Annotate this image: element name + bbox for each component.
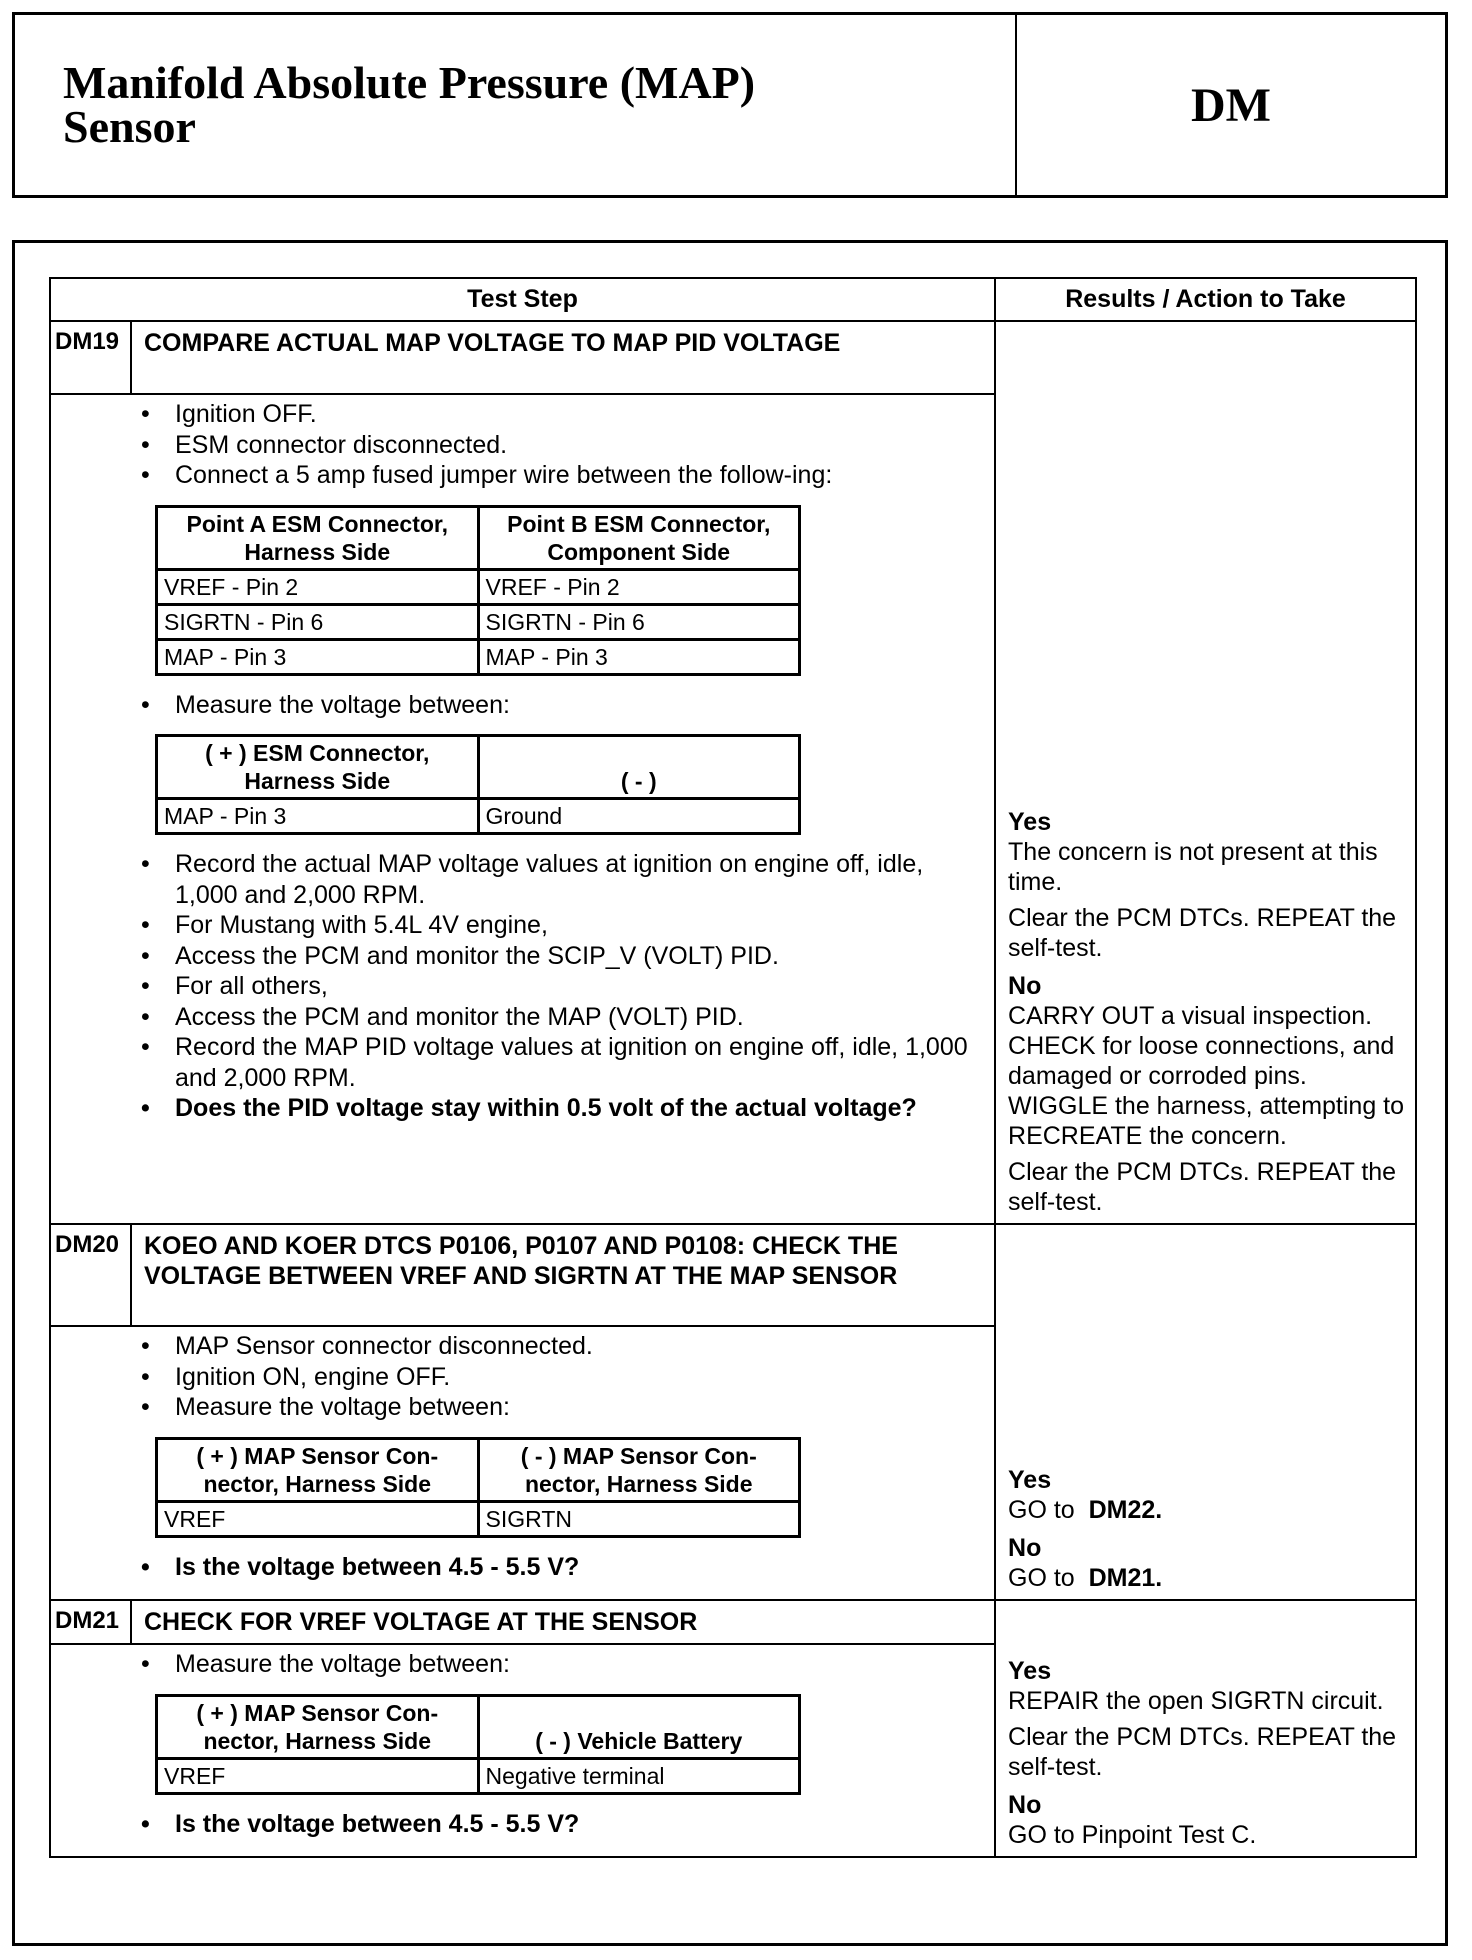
pinpoint-test-table: [49, 277, 1417, 1858]
step-title: COMPARE ACTUAL MAP VOLTAGE TO MAP PID VOLTAGE: [131, 321, 995, 394]
result-text: Clear the PCM DTCs. REPEAT the self-test.: [1008, 904, 1397, 962]
cell: ( + ) MAP Sensor Con-nector, Harness Side: [157, 1438, 479, 1501]
bullet: • Measure the voltage between:: [131, 690, 984, 721]
page-title: [15, 15, 1017, 195]
cell: Point A ESM Connector, Harness Side: [157, 506, 479, 569]
result-text: Clear the PCM DTCs. REPEAT the self-test.: [1008, 1723, 1397, 1781]
cell: Negative terminal: [478, 1758, 800, 1793]
bullet: • ESM connector disconnected.: [131, 430, 984, 461]
result-text: GO to Pinpoint Test C.: [1008, 1821, 1257, 1849]
cell: Ground: [478, 799, 800, 834]
step-body: [131, 1644, 995, 1857]
cell: MAP - Pin 3: [478, 639, 800, 674]
yes-label: Yes: [1008, 1466, 1052, 1494]
step-results: [995, 321, 1416, 1224]
bullet: • Record the actual MAP voltage values at ignition on engine off, idle, 1,000 and 2,000 RPM.: [131, 849, 984, 910]
cell: VREF - Pin 2: [478, 569, 800, 604]
step-title: CHECK FOR VREF VOLTAGE AT THE SENSOR: [131, 1600, 995, 1644]
bullet-question: • Does the PID voltage stay within 0.5 volt of the actual voltage?: [131, 1093, 984, 1124]
result-text: CARRY OUT a visual inspection. CHECK for loose connections, and damaged or corroded pins. WIGGLE the harness, attempting to RECREATE the concern.: [1008, 1002, 1405, 1150]
result-text: The concern is not present at this time.: [1008, 838, 1378, 896]
measure-table: [155, 734, 801, 835]
cell: ( + ) ESM Connector, Harness Side: [157, 736, 479, 799]
cell: VREF: [157, 1501, 479, 1536]
bullet: • Measure the voltage between:: [131, 1649, 984, 1680]
no-label: No: [1008, 1791, 1042, 1819]
step-body: [131, 1326, 995, 1600]
step-number: DM19: [50, 321, 131, 394]
bullet: • For Mustang with 5.4L 4V engine,: [131, 910, 984, 941]
cell: SIGRTN - Pin 6: [157, 604, 479, 639]
bullet: • Access the PCM and monitor the MAP (VOLT) PID.: [131, 1002, 984, 1033]
col-header-results: Results / Action to Take: [995, 278, 1416, 321]
cell: ( + ) MAP Sensor Con-nector, Harness Side: [157, 1695, 479, 1758]
bullet-question: • Is the voltage between 4.5 - 5.5 V?: [131, 1809, 984, 1840]
no-label: No: [1008, 972, 1042, 1000]
cell: VREF: [157, 1758, 479, 1793]
result-text: REPAIR the open SIGRTN circuit.: [1008, 1687, 1384, 1715]
cell: MAP - Pin 3: [157, 639, 479, 674]
yes-label: Yes: [1008, 808, 1052, 836]
bullet: • Connect a 5 amp fused jumper wire between the follow-ing:: [131, 460, 984, 491]
bullet: • MAP Sensor connector disconnected.: [131, 1331, 984, 1362]
goto-link[interactable]: DM22.: [1088, 1496, 1163, 1524]
bullet: • Ignition ON, engine OFF.: [131, 1362, 984, 1393]
jumper-table: [155, 505, 801, 676]
bullet: • Ignition OFF.: [131, 399, 984, 430]
result-text: [1008, 1563, 1409, 1593]
cell: Point B ESM Connector, Component Side: [478, 506, 800, 569]
goto-text: GO to: [1008, 1496, 1075, 1524]
title-line: Manifold Absolute Pressure (MAP): [63, 57, 756, 108]
bullet-question: • Is the voltage between 4.5 - 5.5 V?: [131, 1552, 984, 1583]
bullet: • For all others,: [131, 971, 984, 1002]
yes-label: Yes: [1008, 1657, 1052, 1685]
bullet: • Access the PCM and monitor the SCIP_V (VOLT) PID.: [131, 941, 984, 972]
cell: SIGRTN: [478, 1501, 800, 1536]
goto-text: GO to: [1008, 1564, 1075, 1592]
measure-table: [155, 1694, 801, 1795]
test-box: [12, 240, 1448, 1946]
step-title: KOEO AND KOER DTCS P0106, P0107 AND P0108: CHECK THE VOLTAGE BETWEEN VREF AND SIGRTN AT THE MAP SENSOR: [131, 1224, 995, 1326]
step-body: [131, 394, 995, 1224]
section-code: DM: [1191, 78, 1271, 132]
cell: SIGRTN - Pin 6: [478, 604, 800, 639]
cell: ( - ) Vehicle Battery: [478, 1695, 800, 1758]
cell: ( - ): [478, 736, 800, 799]
bullet: • Record the MAP PID voltage values at ignition on engine off, idle, 1,000 and 2,000 RPM.: [131, 1032, 984, 1093]
page-header: [12, 12, 1448, 198]
bullet: • Measure the voltage between:: [131, 1392, 984, 1423]
result-text: [1008, 1495, 1409, 1525]
step-results: [995, 1224, 1416, 1600]
cell: VREF - Pin 2: [157, 569, 479, 604]
cell: ( - ) MAP Sensor Con-nector, Harness Side: [478, 1438, 800, 1501]
measure-table: [155, 1437, 801, 1538]
cell: MAP - Pin 3: [157, 799, 479, 834]
col-header-test-step: Test Step: [50, 278, 995, 321]
title-line: Sensor: [63, 101, 196, 152]
goto-link[interactable]: DM21.: [1088, 1564, 1163, 1592]
step-number: DM20: [50, 1224, 131, 1326]
no-label: No: [1008, 1534, 1042, 1562]
step-results: [995, 1600, 1416, 1857]
result-text: Clear the PCM DTCs. REPEAT the self-test.: [1008, 1158, 1397, 1216]
step-number: DM21: [50, 1600, 131, 1644]
